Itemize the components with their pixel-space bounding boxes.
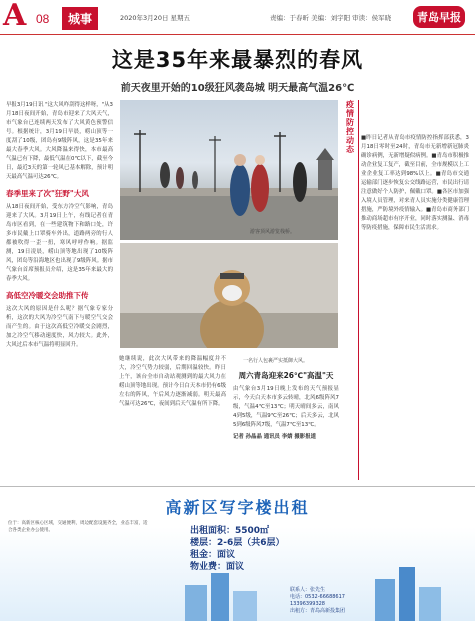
ad-owner: 出租方：青岛高新投集团 (290, 608, 346, 614)
body-paragraph-1: 从18日夜间开始，受东方冷空气影响，青岛迎来了大风。3月19日上午，有线记者在青岛市区看到，在一些建筑物下和路口处，许多市民戴上口罩骑车外出，道路两旁的行人都被吹得一歪一扭，寒风呼呼作响。据监测，19日凌晨，崂山顶等地出现了10级阵风，团岛等沿海地区也出现了9级阵风。据市气象台首席预报员介绍，这是35年来最大的春季大风。 (6, 204, 113, 282)
column-2 (119, 355, 226, 409)
section-badge: 城事 (62, 7, 98, 30)
subtitle-wind: 春季里来了次"狂野"大风 (6, 189, 89, 198)
lead-paragraph: 早报3月19日讯 "这大风咋刮得这样呀，"从3月18日夜间开始，青岛市迎来了大风天气，市气象台已连续两天发布了大风黄色预警信号。根据统计，3月19日早晨，崂山顶等一度刮了10级，团岛有9级阵风，这是35年来最大春季大风。大风降温来得快，本市最高气温已有下降，最低气温在0℃以下，截至今日，最近3天的第一轮风已基本解除，预计明天最高气温可达26℃。 (6, 102, 113, 180)
subtitle-weekend: 周六青岛迎来26℃"高温"天 (238, 371, 334, 380)
office-rental-ad (0, 486, 475, 621)
photo2-caption: 一名行人包裹严实抵御大风。 (243, 358, 309, 364)
column-3 (233, 366, 339, 442)
ad-rent: 租金：面议 (190, 550, 236, 560)
reporter-credit: 记者 孙晶晶 通讯员 李婧 摄影报道 (233, 434, 316, 440)
skyline-graphic (175, 565, 475, 621)
page-number: 08 (36, 12, 50, 26)
page-header (0, 0, 475, 35)
subheadline: 前天夜里开始的10级狂风袭岛城 明天最高气温26℃ (120, 83, 355, 94)
headline: 这是35年来最暴烈的春风 (111, 48, 364, 72)
body-paragraph-2: 这次大风的原因是什么呢？据气象专家分析，这次的大风为冷空气南下与暖空气交会而产生的。由于这次高低空冷暖交会剧烈，加之冷空气移动速度快，风力较大。此外，大风过后本市气温将明显回升。 (6, 306, 113, 348)
ad-info: 位于：高新区核心区域，交通便利，周边配套设施齐全，业态丰富，适合各类企业办公使用。 (8, 521, 148, 533)
photo1-caption: 游客顶风游览栈桥。 (250, 229, 296, 235)
ad-contact-person: 联系人：张先生 (290, 587, 326, 593)
column-1 (6, 101, 113, 350)
issue-date: 2020年3月20日 星期五 (120, 14, 191, 22)
editor-credits: 责编：于春昕 美编：刘宇阳 审读：侯军晓 (270, 14, 392, 22)
ad-phone-2: 13396399328 (290, 601, 325, 607)
ad-title: 高新区写字楼出租 (165, 498, 310, 517)
column-2-body: 她继续说，此次大风带来的降温幅度并不大，冷空气势力较弱，后期回温较快。昨日上午，该台全市自动站观测到的最大风力在崂山顶等地出现。预计今日白天本市仍有6级左右的阵风，午后风力逐渐减弱。明天最高气温可达26℃，夜间到后天气温有所下降。 (119, 356, 226, 407)
sidebar-title: 疫情防控动态 (346, 100, 354, 154)
section-letter: A (3, 0, 27, 33)
sidebar-divider (358, 100, 359, 480)
column-4 (361, 134, 469, 233)
ad-area: 出租面积：5500㎡ (190, 526, 270, 536)
column-4-body: ■昨日记者从青岛市疫情防控指挥部获悉，3月18日零时至24时，青岛市无新增新冠肺炎确诊病例，无新增疑似病例。■青岛市积极推动企业复工复产，截至目前，全市规模以上工业企业复工率达到98%以上。■青岛市交通运输部门逐步恢复公交线路运营，市民出行请注意做好个人防护，佩戴口罩。■各区市加强入境人员管理，对来青人员实施分类健康管理措施，严防境外疫情输入。■青岛市商务部门推动商场超市有序开业，同时落实测温、消毒等防疫措施，保障市民生活需求。 (361, 135, 469, 231)
pedestrian-photo (120, 243, 338, 348)
pier-photo (120, 100, 338, 240)
ad-floor: 楼层：2-6层（共6层） (190, 538, 285, 548)
newspaper-logo: 青岛早报 (413, 6, 465, 28)
ad-fee: 物业费：面议 (190, 562, 245, 572)
ad-phone-1: 电话：0532-66688617 (290, 594, 345, 600)
subtitle-cause: 高低空冷暖交会助推下传 (6, 291, 89, 300)
column-3-body: 由气象台3月19日晚上发布的天气预报显示，今天白天本市多云转晴，北风6级阵风7级，气温4℃至13℃；明天晴间多云，南风4到5级，气温9℃至26℃；后天多云，北风5到6级阵风7级，气温7℃至13℃。 (233, 386, 339, 428)
